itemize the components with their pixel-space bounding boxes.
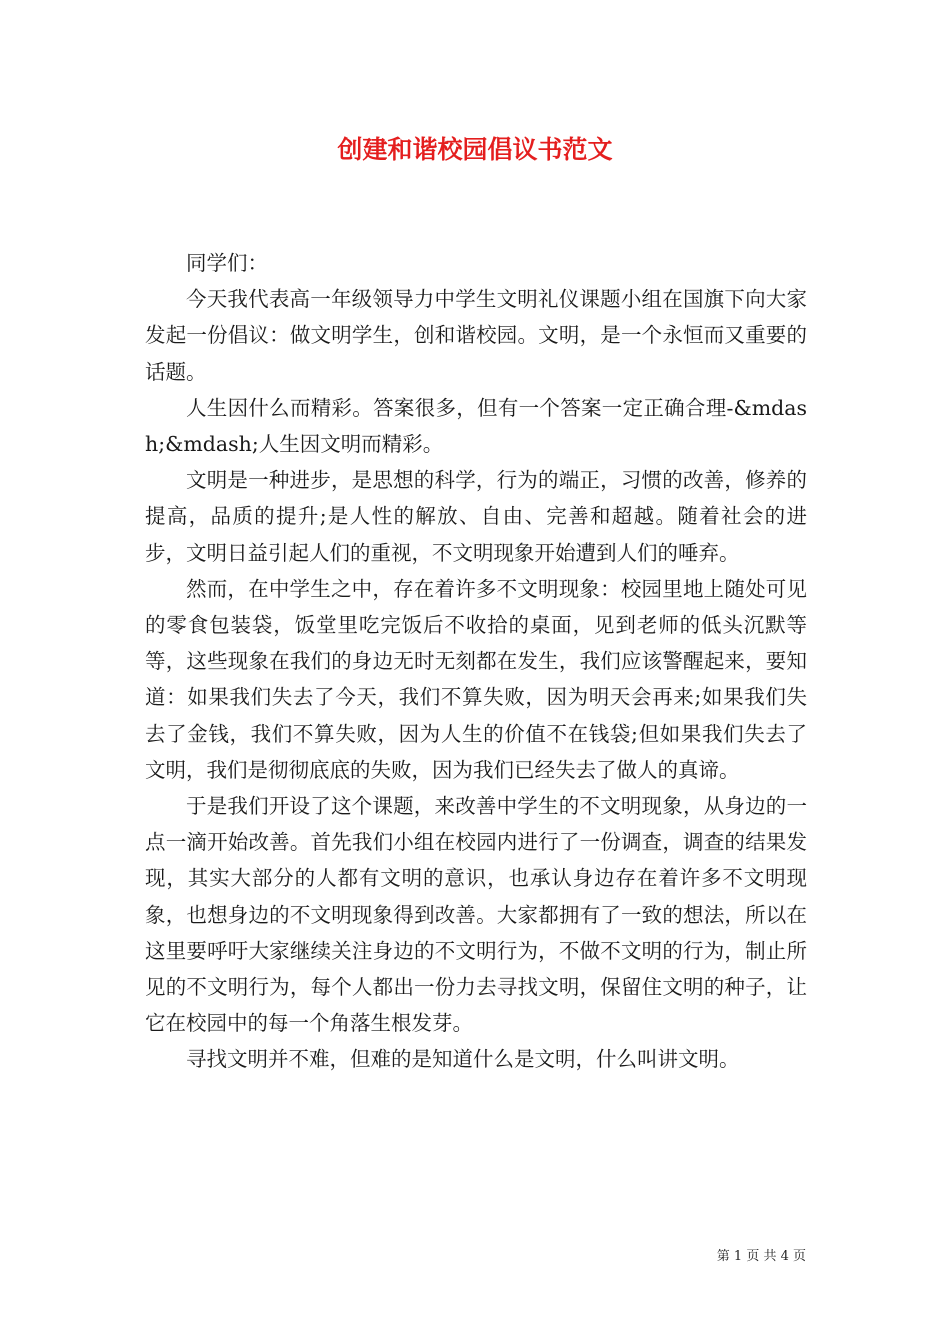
document-body (145, 245, 807, 1078)
paragraph-4: 然而，在中学生之中，存在着许多不文明现象：校园里地上随处可见的零食包装袋，饭堂里吃完饭后不收拾的桌面，见到老师的低头沉默等等，这些现象在我们的身边无时无刻都在发生，我们应该警醒起来，要知道：如果我们失去了今天，我们不算失败，因为明天会再来;如果我们失去了金钱，我们不算失败，因为人生的价值不在钱袋;但如果我们失去了文明，我们是彻彻底底的失败，因为我们已经失去了做人的真谛。 (145, 576, 807, 782)
paragraph-1: 今天我代表高一年级领导力中学生文明礼仪课题小组在国旗下向大家发起一份倡议：做文明学生，创和谐校园。文明，是一个永恒而又重要的话题。 (145, 287, 807, 384)
page-number: 第 1 页 共 4 页 (716, 1249, 806, 1264)
paragraph-5: 于是我们开设了这个课题，来改善中学生的不文明现象，从身边的一点一滴开始改善。首先我们小组在校园内进行了一份调查，调查的结果发现，其实大部分的人都有文明的意识，也承认身边存在着许多不文明现象，也想身边的不文明现象得到改善。大家都拥有了一致的想法，所以在这里要呼吁大家继续关注身边的不文明行为，不做不文明的行为，制止所见的不文明行为，每个人都出一份力去寻找文明，保留住文明的种子，让它在校园中的每一个角落生根发芽。 (145, 794, 807, 1036)
document-title: 创建和谐校园倡议书范文 (337, 135, 613, 164)
paragraph-3: 文明是一种进步，是思想的科学，行为的端正，习惯的改善，修养的提高，品质的提升;是人性的解放、自由、完善和超越。随着社会的进步，文明日益引起人们的重视，不文明现象开始遭到人们的唾弃。 (145, 468, 807, 565)
greeting: 同学们： (186, 251, 268, 275)
paragraph-2: 人生因什么而精彩。答案很多，但有一个答案一定正确合理-&mdash;&mdash;人生因文明而精彩。 (145, 395, 807, 457)
paragraph-6: 寻找文明并不难，但难的是知道什么是文明，什么叫讲文明。 (186, 1047, 740, 1072)
